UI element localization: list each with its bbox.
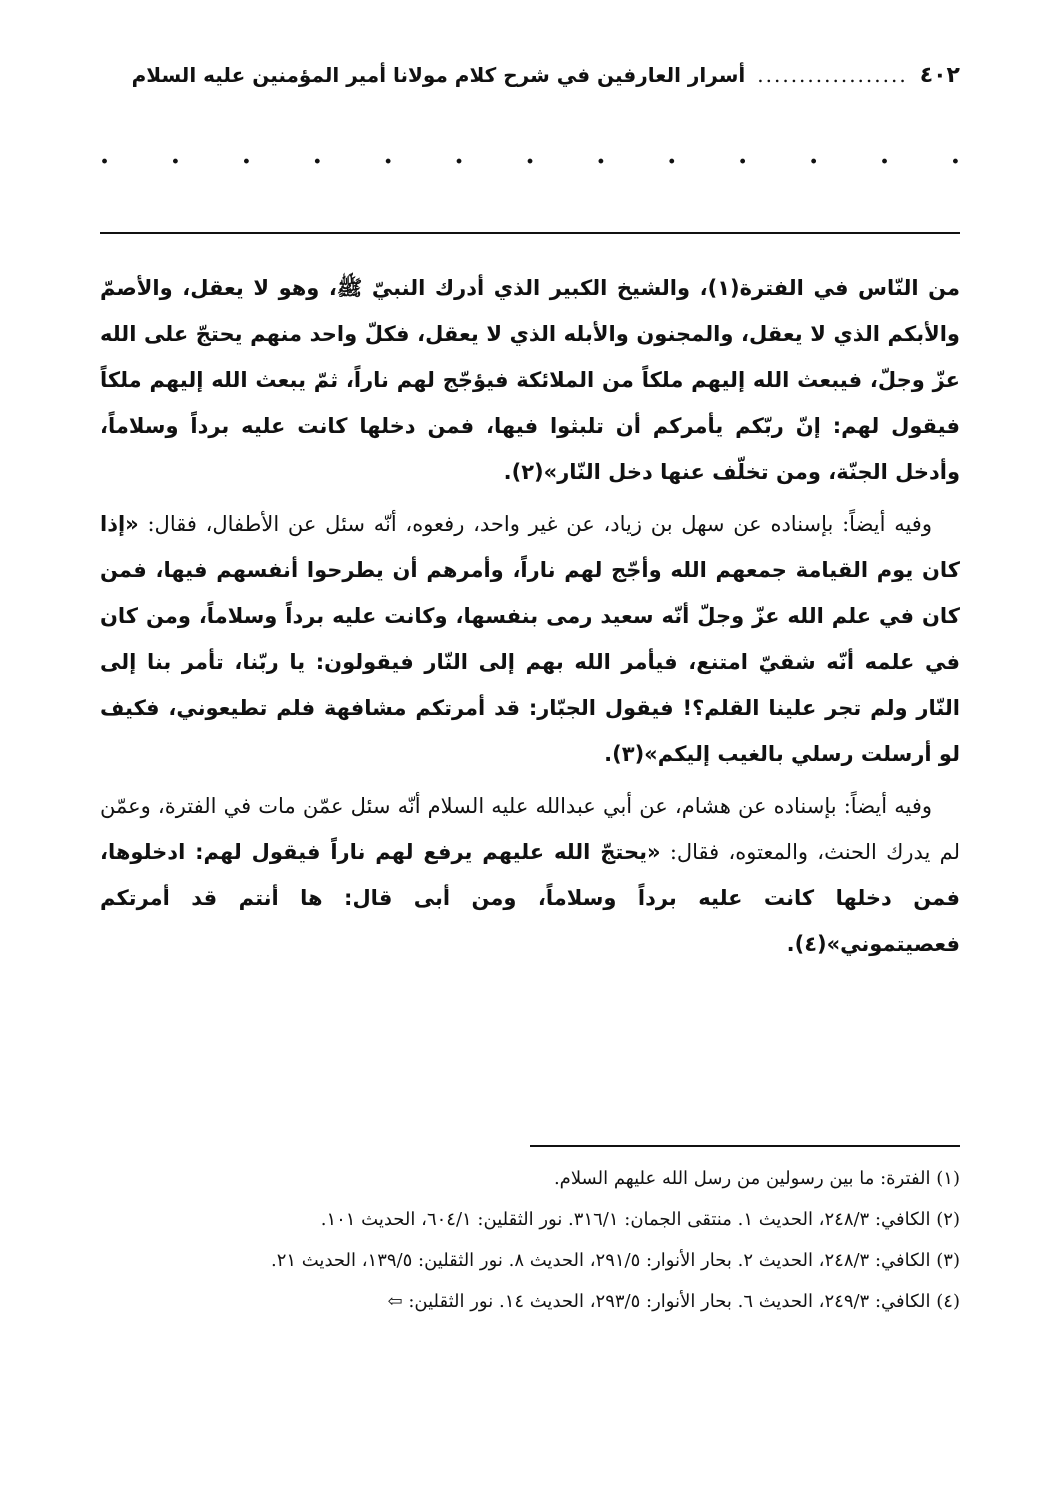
ellipsis-dot: . — [667, 140, 677, 170]
ellipsis-dot: . — [170, 140, 180, 170]
ellipsis-dot: . — [596, 140, 606, 170]
running-title: أسرار العارفين في شرح كلام مولانا أمير المؤمنين عليه السلام — [131, 63, 746, 87]
paragraph-1: من النّاس في الفترة(١)، والشيخ الكبير الذي أدرك النبيّ ﷺ، وهو لا يعقل، والأصمّ والأبكم الذي لا يعقل، والمجنون والأبله الذي لا يعقل، فكلّ واحد منهم يحتجّ على الله عزّ وجلّ، فيبعث الله إليهم ملكاً من الملائكة فيؤجّج لهم ناراً، ثمّ يبعث الله إليهم ملكاً فيقول لهم: إنّ ربّكم يأمركم أن تلبثوا فيها، فمن دخلها كانت عليه برداً وسلاماً، وأدخل الجنّة، ومن تخلّف عنها دخل النّار»(٢). — [100, 276, 960, 484]
ellipsis-dot: . — [100, 140, 110, 170]
ellipsis-dot: . — [738, 140, 748, 170]
ellipsis-dot: . — [879, 140, 890, 170]
ellipsis-dot: . — [525, 140, 535, 170]
paragraph-3-intro: وفيه أيضاً: بإسناده عن هشام، عن أبي عبدالله عليه السلام أنّه سئل عمّن مات في الفترة، وعمّن لم يدرك الحنث، والمعتوه، فقال: — [100, 794, 960, 864]
header-divider — [100, 232, 960, 234]
ellipsis-dot: . — [454, 140, 464, 170]
main-text — [100, 265, 960, 967]
footnote-divider — [530, 1145, 960, 1147]
ellipsis-dot: . — [241, 140, 251, 170]
footnote-3: (٣) الكافي: ٢٤٨/٣، الحديث ٢. بحار الأنوار: ٢٩١/٥، الحديث ٨. نور الثقلين: ١٣٩/٥، الحديث ٢١. — [270, 1250, 960, 1271]
page-number: ٤٠٢ — [919, 62, 960, 88]
footnote-1: (١) الفترة: ما بين رسولين من رسل الله عليهم السلام. — [553, 1168, 960, 1189]
footnote-2: (٢) الكافي: ٢٤٨/٣، الحديث ١. منتقى الجمان: ٣١٦/١. نور الثقلين: ٦٠٤/١، الحديث ١٠١. — [320, 1209, 960, 1230]
ellipsis-dot: . — [312, 140, 322, 170]
ellipsis-dot: . — [950, 140, 960, 170]
footnotes — [100, 1160, 960, 1324]
ellipsis-dot: . — [809, 140, 819, 170]
paragraph-3-quote: «يحتجّ الله عليهم يرفع لهم ناراً فيقول لهم: ادخلوها، فمن دخلها كانت عليه برداً وسلاماً، ومن أبى قال: ها أنتم قد أمرتكم فعصيتموني»(٤). — [100, 840, 960, 956]
paragraph-2 — [100, 501, 960, 777]
paragraph-2-quote: «إذا كان يوم القيامة جمعهم الله وأجّج لهم ناراً، وأمرهم أن يطرحوا أنفسهم فيها، فمن كان في علم الله عزّ وجلّ أنّه سعيد رمى بنفسها، وكانت عليه برداً وسلاماً، ومن كان في علمه أنّه شقيّ امتنع، فيأمر الله بهم إلى النّار فيقولون: يا ربّنا، تأمر بنا إلى النّار ولم تجر علينا القلم؟! فيقول الجبّار: قد أمرتكم مشافهة فلم تطيعوني، فكيف لو أرسلت رسلي بالغيب إليكم»(٣). — [100, 512, 960, 766]
footnote-4: (٤) الكافي: ٢٤٩/٣، الحديث ٦. بحار الأنوار: ٢٩٣/٥، الحديث ١٤. نور الثقلين: ⇦ — [387, 1291, 960, 1312]
paragraph-3 — [100, 783, 960, 967]
paragraph-2-intro: وفيه أيضاً: بإسناده عن سهل بن زياد، عن غير واحد، رفعوه، أنّه سئل عن الأطفال، فقال: — [147, 512, 932, 536]
ellipsis-dot: . — [383, 140, 393, 170]
header-leader-dots: .................. — [757, 63, 908, 87]
ellipsis-dots-row — [100, 140, 960, 170]
page-header — [100, 55, 960, 95]
